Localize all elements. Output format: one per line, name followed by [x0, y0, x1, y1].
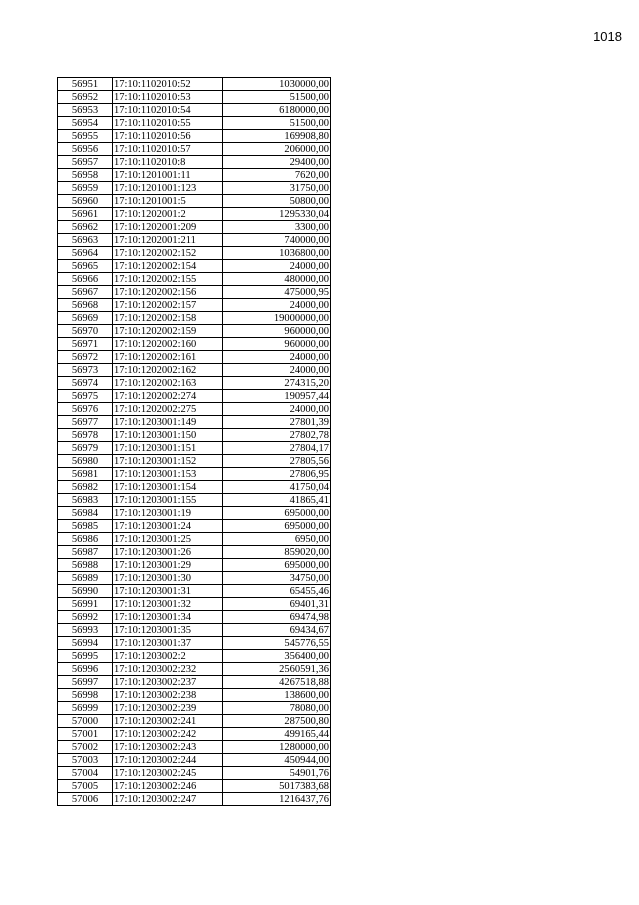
row-number-cell: 57000 [58, 715, 113, 728]
table-row [58, 286, 331, 299]
cadastral-number-cell: 17:10:1203002:242 [113, 728, 223, 741]
value-cell: 29400,00 [223, 156, 331, 169]
row-number-cell: 56994 [58, 637, 113, 650]
value-cell: 24000,00 [223, 260, 331, 273]
cadastral-number-cell: 17:10:1203002:246 [113, 780, 223, 793]
row-number-cell: 56954 [58, 117, 113, 130]
cadastral-number-cell: 17:10:1201001:123 [113, 182, 223, 195]
value-cell: 960000,00 [223, 338, 331, 351]
row-number-cell: 56969 [58, 312, 113, 325]
cadastral-number-cell: 17:10:1202002:157 [113, 299, 223, 312]
cadastral-number-cell: 17:10:1203002:243 [113, 741, 223, 754]
table-body [58, 78, 331, 806]
row-number-cell: 56988 [58, 559, 113, 572]
value-cell: 24000,00 [223, 351, 331, 364]
value-cell: 65455,46 [223, 585, 331, 598]
value-cell: 69474,98 [223, 611, 331, 624]
row-number-cell: 57006 [58, 793, 113, 806]
row-number-cell: 56965 [58, 260, 113, 273]
table-row [58, 676, 331, 689]
table-row [58, 364, 331, 377]
value-cell: 27806,95 [223, 468, 331, 481]
row-number-cell: 56985 [58, 520, 113, 533]
table-row [58, 351, 331, 364]
row-number-cell: 56953 [58, 104, 113, 117]
cadastral-number-cell: 17:10:1203002:245 [113, 767, 223, 780]
cadastral-number-cell: 17:10:1203001:30 [113, 572, 223, 585]
cadastral-number-cell: 17:10:1202002:155 [113, 273, 223, 286]
cadastral-number-cell: 17:10:1203002:239 [113, 702, 223, 715]
cadastral-number-cell: 17:10:1202002:163 [113, 377, 223, 390]
row-number-cell: 57005 [58, 780, 113, 793]
cadastral-number-cell: 17:10:1203001:31 [113, 585, 223, 598]
row-number-cell: 56968 [58, 299, 113, 312]
row-number-cell: 57003 [58, 754, 113, 767]
cadastral-number-cell: 17:10:1202002:154 [113, 260, 223, 273]
table-row [58, 169, 331, 182]
table-row [58, 416, 331, 429]
value-cell: 1030000,00 [223, 78, 331, 91]
table-row [58, 130, 331, 143]
cadastral-number-cell: 17:10:1203001:151 [113, 442, 223, 455]
value-cell: 27805,56 [223, 455, 331, 468]
cadastral-number-cell: 17:10:1203001:37 [113, 637, 223, 650]
value-cell: 480000,00 [223, 273, 331, 286]
table-row [58, 533, 331, 546]
cadastral-number-cell: 17:10:1203002:241 [113, 715, 223, 728]
cadastral-number-cell: 17:10:1203001:153 [113, 468, 223, 481]
cadastral-number-cell: 17:10:1102010:57 [113, 143, 223, 156]
table-row [58, 546, 331, 559]
cadastral-number-cell: 17:10:1203001:154 [113, 481, 223, 494]
table-row [58, 754, 331, 767]
cadastral-number-cell: 17:10:1203002:238 [113, 689, 223, 702]
table-row [58, 208, 331, 221]
cadastral-number-cell: 17:10:1203001:29 [113, 559, 223, 572]
cadastral-number-cell: 17:10:1203002:237 [113, 676, 223, 689]
table-row [58, 247, 331, 260]
value-cell: 27801,39 [223, 416, 331, 429]
table-row [58, 468, 331, 481]
value-cell: 41865,41 [223, 494, 331, 507]
row-number-cell: 56982 [58, 481, 113, 494]
cadastral-number-cell: 17:10:1202001:2 [113, 208, 223, 221]
row-number-cell: 57002 [58, 741, 113, 754]
row-number-cell: 56963 [58, 234, 113, 247]
row-number-cell: 57001 [58, 728, 113, 741]
row-number-cell: 56993 [58, 624, 113, 637]
table-row [58, 598, 331, 611]
row-number-cell: 56992 [58, 611, 113, 624]
cadastral-number-cell: 17:10:1203002:247 [113, 793, 223, 806]
row-number-cell: 56972 [58, 351, 113, 364]
value-cell: 960000,00 [223, 325, 331, 338]
value-cell: 24000,00 [223, 364, 331, 377]
row-number-cell: 56975 [58, 390, 113, 403]
row-number-cell: 56955 [58, 130, 113, 143]
table-row [58, 611, 331, 624]
row-number-cell: 56964 [58, 247, 113, 260]
value-cell: 274315,20 [223, 377, 331, 390]
table-row [58, 520, 331, 533]
row-number-cell: 56981 [58, 468, 113, 481]
value-cell: 51500,00 [223, 117, 331, 130]
row-number-cell: 56999 [58, 702, 113, 715]
row-number-cell: 56966 [58, 273, 113, 286]
value-cell: 475000,95 [223, 286, 331, 299]
row-number-cell: 56951 [58, 78, 113, 91]
row-number-cell: 56958 [58, 169, 113, 182]
cadastral-number-cell: 17:10:1201001:5 [113, 195, 223, 208]
value-cell: 3300,00 [223, 221, 331, 234]
cadastral-number-cell: 17:10:1203001:32 [113, 598, 223, 611]
row-number-cell: 56959 [58, 182, 113, 195]
table-row [58, 689, 331, 702]
row-number-cell: 56973 [58, 364, 113, 377]
value-cell: 19000000,00 [223, 312, 331, 325]
table-row [58, 91, 331, 104]
value-cell: 695000,00 [223, 507, 331, 520]
value-cell: 169908,80 [223, 130, 331, 143]
cadastral-number-cell: 17:10:1203001:150 [113, 429, 223, 442]
value-cell: 859020,00 [223, 546, 331, 559]
value-cell: 27804,17 [223, 442, 331, 455]
row-number-cell: 56979 [58, 442, 113, 455]
value-cell: 545776,55 [223, 637, 331, 650]
table-row [58, 494, 331, 507]
table-row [58, 624, 331, 637]
row-number-cell: 56984 [58, 507, 113, 520]
cadastral-number-cell: 17:10:1203001:152 [113, 455, 223, 468]
table-row [58, 728, 331, 741]
cadastral-number-cell: 17:10:1203001:155 [113, 494, 223, 507]
cadastral-number-cell: 17:10:1202002:161 [113, 351, 223, 364]
table-row [58, 390, 331, 403]
row-number-cell: 56987 [58, 546, 113, 559]
table-row [58, 182, 331, 195]
value-cell: 54901,76 [223, 767, 331, 780]
cadastral-number-cell: 17:10:1102010:8 [113, 156, 223, 169]
table-row [58, 260, 331, 273]
row-number-cell: 56967 [58, 286, 113, 299]
value-cell: 6180000,00 [223, 104, 331, 117]
cadastral-number-cell: 17:10:1203001:26 [113, 546, 223, 559]
value-cell: 450944,00 [223, 754, 331, 767]
table-row [58, 585, 331, 598]
row-number-cell: 56978 [58, 429, 113, 442]
value-cell: 1280000,00 [223, 741, 331, 754]
value-cell: 6950,00 [223, 533, 331, 546]
table-row [58, 299, 331, 312]
value-cell: 499165,44 [223, 728, 331, 741]
cadastral-number-cell: 17:10:1203002:232 [113, 663, 223, 676]
value-cell: 4267518,88 [223, 676, 331, 689]
row-number-cell: 56961 [58, 208, 113, 221]
page-number: 1018 [593, 29, 622, 44]
row-number-cell: 56991 [58, 598, 113, 611]
row-number-cell: 56989 [58, 572, 113, 585]
table-row [58, 741, 331, 754]
row-number-cell: 57004 [58, 767, 113, 780]
row-number-cell: 56974 [58, 377, 113, 390]
cadastral-number-cell: 17:10:1202002:160 [113, 338, 223, 351]
table-row [58, 312, 331, 325]
value-cell: 740000,00 [223, 234, 331, 247]
value-cell: 206000,00 [223, 143, 331, 156]
cadastral-number-cell: 17:10:1202002:159 [113, 325, 223, 338]
data-table [57, 77, 331, 806]
value-cell: 138600,00 [223, 689, 331, 702]
table-row [58, 442, 331, 455]
cadastral-number-cell: 17:10:1201001:11 [113, 169, 223, 182]
table-row [58, 273, 331, 286]
value-cell: 34750,00 [223, 572, 331, 585]
table-row [58, 338, 331, 351]
value-cell: 31750,00 [223, 182, 331, 195]
value-cell: 27802,78 [223, 429, 331, 442]
row-number-cell: 56990 [58, 585, 113, 598]
table-row [58, 104, 331, 117]
table-row [58, 377, 331, 390]
table-row [58, 637, 331, 650]
row-number-cell: 56986 [58, 533, 113, 546]
value-cell: 78080,00 [223, 702, 331, 715]
value-cell: 1036800,00 [223, 247, 331, 260]
value-cell: 1295330,04 [223, 208, 331, 221]
cadastral-number-cell: 17:10:1203001:19 [113, 507, 223, 520]
value-cell: 41750,04 [223, 481, 331, 494]
value-cell: 356400,00 [223, 650, 331, 663]
row-number-cell: 56970 [58, 325, 113, 338]
table-row [58, 429, 331, 442]
table-row [58, 143, 331, 156]
value-cell: 69434,67 [223, 624, 331, 637]
row-number-cell: 56962 [58, 221, 113, 234]
cadastral-number-cell: 17:10:1202001:211 [113, 234, 223, 247]
cadastral-number-cell: 17:10:1203001:34 [113, 611, 223, 624]
value-cell: 1216437,76 [223, 793, 331, 806]
table-row [58, 221, 331, 234]
row-number-cell: 56960 [58, 195, 113, 208]
cadastral-number-cell: 17:10:1202002:156 [113, 286, 223, 299]
table-row [58, 559, 331, 572]
value-cell: 51500,00 [223, 91, 331, 104]
table-row [58, 195, 331, 208]
cadastral-number-cell: 17:10:1102010:56 [113, 130, 223, 143]
value-cell: 5017383,68 [223, 780, 331, 793]
value-cell: 69401,31 [223, 598, 331, 611]
row-number-cell: 56996 [58, 663, 113, 676]
cadastral-number-cell: 17:10:1202002:158 [113, 312, 223, 325]
row-number-cell: 56997 [58, 676, 113, 689]
cadastral-number-cell: 17:10:1202002:274 [113, 390, 223, 403]
cadastral-number-cell: 17:10:1203001:35 [113, 624, 223, 637]
table-row [58, 156, 331, 169]
table-row [58, 572, 331, 585]
row-number-cell: 56971 [58, 338, 113, 351]
value-cell: 7620,00 [223, 169, 331, 182]
table-row [58, 507, 331, 520]
table-row [58, 481, 331, 494]
cadastral-number-cell: 17:10:1202001:209 [113, 221, 223, 234]
cadastral-number-cell: 17:10:1203002:244 [113, 754, 223, 767]
row-number-cell: 56952 [58, 91, 113, 104]
cadastral-number-cell: 17:10:1102010:54 [113, 104, 223, 117]
row-number-cell: 56980 [58, 455, 113, 468]
row-number-cell: 56976 [58, 403, 113, 416]
table-row [58, 117, 331, 130]
table-row [58, 234, 331, 247]
row-number-cell: 56977 [58, 416, 113, 429]
table-row [58, 650, 331, 663]
row-number-cell: 56983 [58, 494, 113, 507]
row-number-cell: 56995 [58, 650, 113, 663]
value-cell: 24000,00 [223, 403, 331, 416]
cadastral-number-cell: 17:10:1203001:25 [113, 533, 223, 546]
cadastral-number-cell: 17:10:1202002:152 [113, 247, 223, 260]
cadastral-number-cell: 17:10:1203001:149 [113, 416, 223, 429]
value-cell: 695000,00 [223, 520, 331, 533]
row-number-cell: 56957 [58, 156, 113, 169]
table-row [58, 78, 331, 91]
value-cell: 695000,00 [223, 559, 331, 572]
cadastral-number-cell: 17:10:1102010:52 [113, 78, 223, 91]
table-row [58, 455, 331, 468]
table-row [58, 767, 331, 780]
cadastral-number-cell: 17:10:1203001:24 [113, 520, 223, 533]
table-row [58, 403, 331, 416]
cadastral-number-cell: 17:10:1102010:55 [113, 117, 223, 130]
table-row [58, 702, 331, 715]
value-cell: 287500,80 [223, 715, 331, 728]
value-cell: 2560591,36 [223, 663, 331, 676]
cadastral-number-cell: 17:10:1202002:275 [113, 403, 223, 416]
row-number-cell: 56956 [58, 143, 113, 156]
table-row [58, 793, 331, 806]
table-row [58, 663, 331, 676]
table-row [58, 780, 331, 793]
value-cell: 50800,00 [223, 195, 331, 208]
row-number-cell: 56998 [58, 689, 113, 702]
cadastral-number-cell: 17:10:1202002:162 [113, 364, 223, 377]
table-row [58, 715, 331, 728]
cadastral-number-cell: 17:10:1102010:53 [113, 91, 223, 104]
cadastral-number-cell: 17:10:1203002:2 [113, 650, 223, 663]
value-cell: 190957,44 [223, 390, 331, 403]
value-cell: 24000,00 [223, 299, 331, 312]
table-row [58, 325, 331, 338]
